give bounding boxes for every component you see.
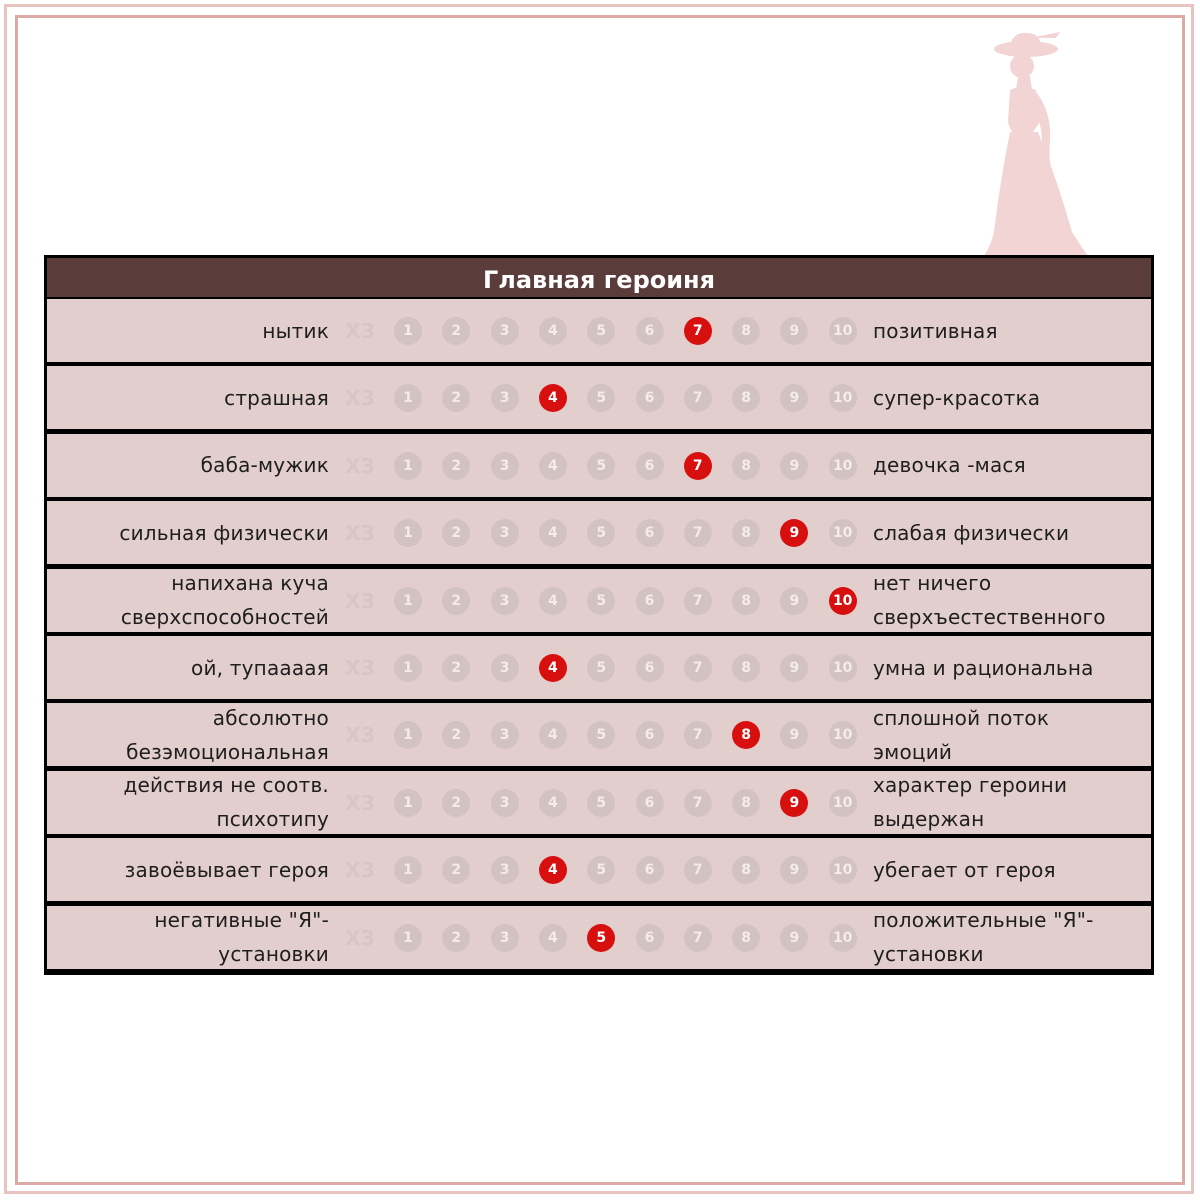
rating-dot[interactable]: 9 [780,721,808,749]
selected-rating-dot[interactable]: 10 [829,587,857,615]
selected-rating-dot[interactable]: 9 [780,789,808,817]
rating-dot[interactable]: 5 [587,789,615,817]
left-trait-label: негативные "Я"- установки [154,908,329,967]
rating-dot[interactable]: 8 [732,384,760,412]
rating-dot[interactable]: 3 [491,587,519,615]
rating-dot[interactable]: 9 [780,856,808,884]
rating-dot[interactable]: 9 [780,384,808,412]
rating-dot[interactable]: 2 [442,384,470,412]
rating-dot[interactable]: 10 [829,654,857,682]
rating-row [47,634,1151,699]
rating-dot[interactable]: 2 [442,654,470,682]
left-trait-label: напихана куча сверхспособностей [120,571,329,630]
rating-dot[interactable]: 1 [394,452,422,480]
rating-dot[interactable]: 4 [539,587,567,615]
rating-dot[interactable]: 5 [587,721,615,749]
selected-rating-dot[interactable]: 4 [539,856,567,884]
rating-dot[interactable]: 3 [491,384,519,412]
rating-dot[interactable]: 3 [491,789,519,817]
left-trait-label: нытик [262,318,329,343]
rating-dot[interactable]: 5 [587,587,615,615]
heroine-rating-table [44,255,1154,975]
rating-dot[interactable]: 3 [491,721,519,749]
rating-dot[interactable]: 3 [491,519,519,547]
rating-row [47,567,1151,632]
rating-dot[interactable]: 8 [732,587,760,615]
rating-dot[interactable]: 5 [587,856,615,884]
right-trait-label: положительные "Я"- установки [873,908,1094,967]
unknown-option[interactable]: ХЗ [345,858,375,883]
rating-dot[interactable]: 6 [636,519,664,547]
rating-dot[interactable]: 1 [394,856,422,884]
rating-dot[interactable]: 7 [684,587,712,615]
right-trait-label: девочка -мася [873,453,1026,478]
rating-dot[interactable]: 10 [829,384,857,412]
rating-dot[interactable]: 8 [732,452,760,480]
rating-dot[interactable]: 2 [442,587,470,615]
rating-dot[interactable]: 7 [684,384,712,412]
left-trait-label: сильная физически [119,520,329,545]
rating-dot[interactable]: 5 [587,452,615,480]
unknown-option[interactable]: ХЗ [345,521,375,546]
rating-dot[interactable]: 2 [442,856,470,884]
rating-dot[interactable]: 1 [394,317,422,345]
rating-dot[interactable]: 8 [732,519,760,547]
unknown-option[interactable]: ХЗ [345,453,375,478]
rating-dot[interactable]: 10 [829,924,857,952]
rating-dot[interactable]: 7 [684,519,712,547]
rating-dot[interactable]: 7 [684,856,712,884]
rating-dot[interactable]: 4 [539,721,567,749]
rating-dot[interactable]: 1 [394,721,422,749]
rating-dot[interactable]: 1 [394,924,422,952]
selected-rating-dot[interactable]: 9 [780,519,808,547]
rating-dot[interactable]: 6 [636,317,664,345]
rating-dot[interactable]: 8 [732,789,760,817]
rating-dot[interactable]: 8 [732,654,760,682]
unknown-option[interactable]: ХЗ [345,656,375,680]
rating-dot[interactable]: 3 [491,317,519,345]
rating-dot[interactable]: 10 [829,721,857,749]
right-trait-label: позитивная [873,318,998,343]
rating-dot[interactable]: 4 [539,519,567,547]
rating-dot[interactable]: 1 [394,789,422,817]
left-trait-label: ой, тупаааая [191,655,329,680]
rating-dot[interactable]: 6 [636,587,664,615]
unknown-option[interactable]: ХЗ [345,319,375,343]
rating-dot[interactable]: 9 [780,452,808,480]
rating-dot[interactable]: 10 [829,317,857,345]
rating-dot[interactable]: 2 [442,924,470,952]
rating-dot[interactable]: 6 [636,384,664,412]
rating-dot[interactable]: 9 [780,587,808,615]
unknown-option[interactable]: ХЗ [345,790,375,815]
rating-row [47,432,1151,497]
rating-dot[interactable]: 8 [732,856,760,884]
right-trait-label: умна и рациональна [873,655,1094,680]
rating-dot[interactable]: 6 [636,856,664,884]
rating-dot[interactable]: 7 [684,924,712,952]
rating-dot[interactable]: 7 [684,789,712,817]
table-title: Главная героиня [47,258,1151,297]
unknown-option[interactable]: ХЗ [345,588,375,613]
selected-rating-dot[interactable]: 7 [684,317,712,345]
rating-dot[interactable]: 3 [491,856,519,884]
selected-rating-dot[interactable]: 4 [539,654,567,682]
rating-dot[interactable]: 8 [732,924,760,952]
rating-row [47,297,1151,362]
left-trait-label: завоёвывает героя [124,857,329,882]
rating-dot[interactable]: 9 [780,654,808,682]
rating-dot[interactable]: 10 [829,519,857,547]
rating-dot[interactable]: 6 [636,924,664,952]
unknown-option[interactable]: ХЗ [345,925,375,950]
rating-dot[interactable]: 5 [587,519,615,547]
rating-dot[interactable]: 4 [539,452,567,480]
rating-dot[interactable]: 1 [394,519,422,547]
left-trait-label: абсолютно безэмоциональная [126,705,329,764]
rating-dot[interactable]: 6 [636,721,664,749]
rating-dot[interactable]: 3 [491,452,519,480]
rating-dot[interactable]: 1 [394,654,422,682]
rating-dot[interactable]: 5 [587,654,615,682]
rating-dot[interactable]: 6 [636,654,664,682]
rating-dot[interactable]: 3 [491,924,519,952]
rating-row [47,701,1151,766]
rating-dot[interactable]: 4 [539,924,567,952]
rating-dot[interactable]: 9 [780,924,808,952]
rating-dot[interactable]: 1 [394,384,422,412]
left-trait-label: страшная [224,385,329,410]
right-trait-label: слабая физически [873,520,1070,545]
rating-row [47,364,1151,429]
left-trait-label: баба-мужик [200,453,329,478]
rating-dot[interactable]: 1 [394,587,422,615]
rating-dot[interactable]: 2 [442,789,470,817]
selected-rating-dot[interactable]: 8 [732,721,760,749]
selected-rating-dot[interactable]: 5 [587,924,615,952]
rating-dot[interactable]: 7 [684,721,712,749]
right-trait-label: супер-красотка [873,385,1041,410]
rating-dot[interactable]: 6 [636,452,664,480]
rating-dot[interactable]: 5 [587,317,615,345]
rating-dot[interactable]: 4 [539,789,567,817]
rating-row [47,904,1151,969]
rating-dot[interactable]: 3 [491,654,519,682]
rating-dot[interactable]: 8 [732,317,760,345]
rating-dot[interactable]: 2 [442,519,470,547]
rating-dot[interactable]: 10 [829,789,857,817]
rating-dot[interactable]: 5 [587,384,615,412]
rating-dot[interactable]: 6 [636,789,664,817]
right-trait-label: убегает от героя [873,857,1056,882]
right-trait-label: характер героини выдержан [873,773,1068,832]
rating-dot[interactable]: 4 [539,317,567,345]
right-trait-label: сплошной поток эмоций [873,705,1050,764]
unknown-option[interactable]: ХЗ [345,723,375,748]
rating-dot[interactable]: 2 [442,452,470,480]
rating-dot[interactable]: 10 [829,452,857,480]
left-trait-label: действия не соотв. психотипу [123,773,329,832]
rating-dot[interactable]: 2 [442,721,470,749]
rating-dot[interactable]: 7 [684,654,712,682]
rating-dot[interactable]: 10 [829,856,857,884]
rating-row [47,836,1151,901]
rating-dot[interactable]: 2 [442,317,470,345]
selected-rating-dot[interactable]: 4 [539,384,567,412]
rating-dot[interactable]: 9 [780,317,808,345]
rating-row [47,499,1151,564]
rating-row [47,769,1151,834]
right-trait-label: нет ничего сверхъестественного [873,571,1106,630]
selected-rating-dot[interactable]: 7 [684,452,712,480]
unknown-option[interactable]: ХЗ [345,386,375,411]
